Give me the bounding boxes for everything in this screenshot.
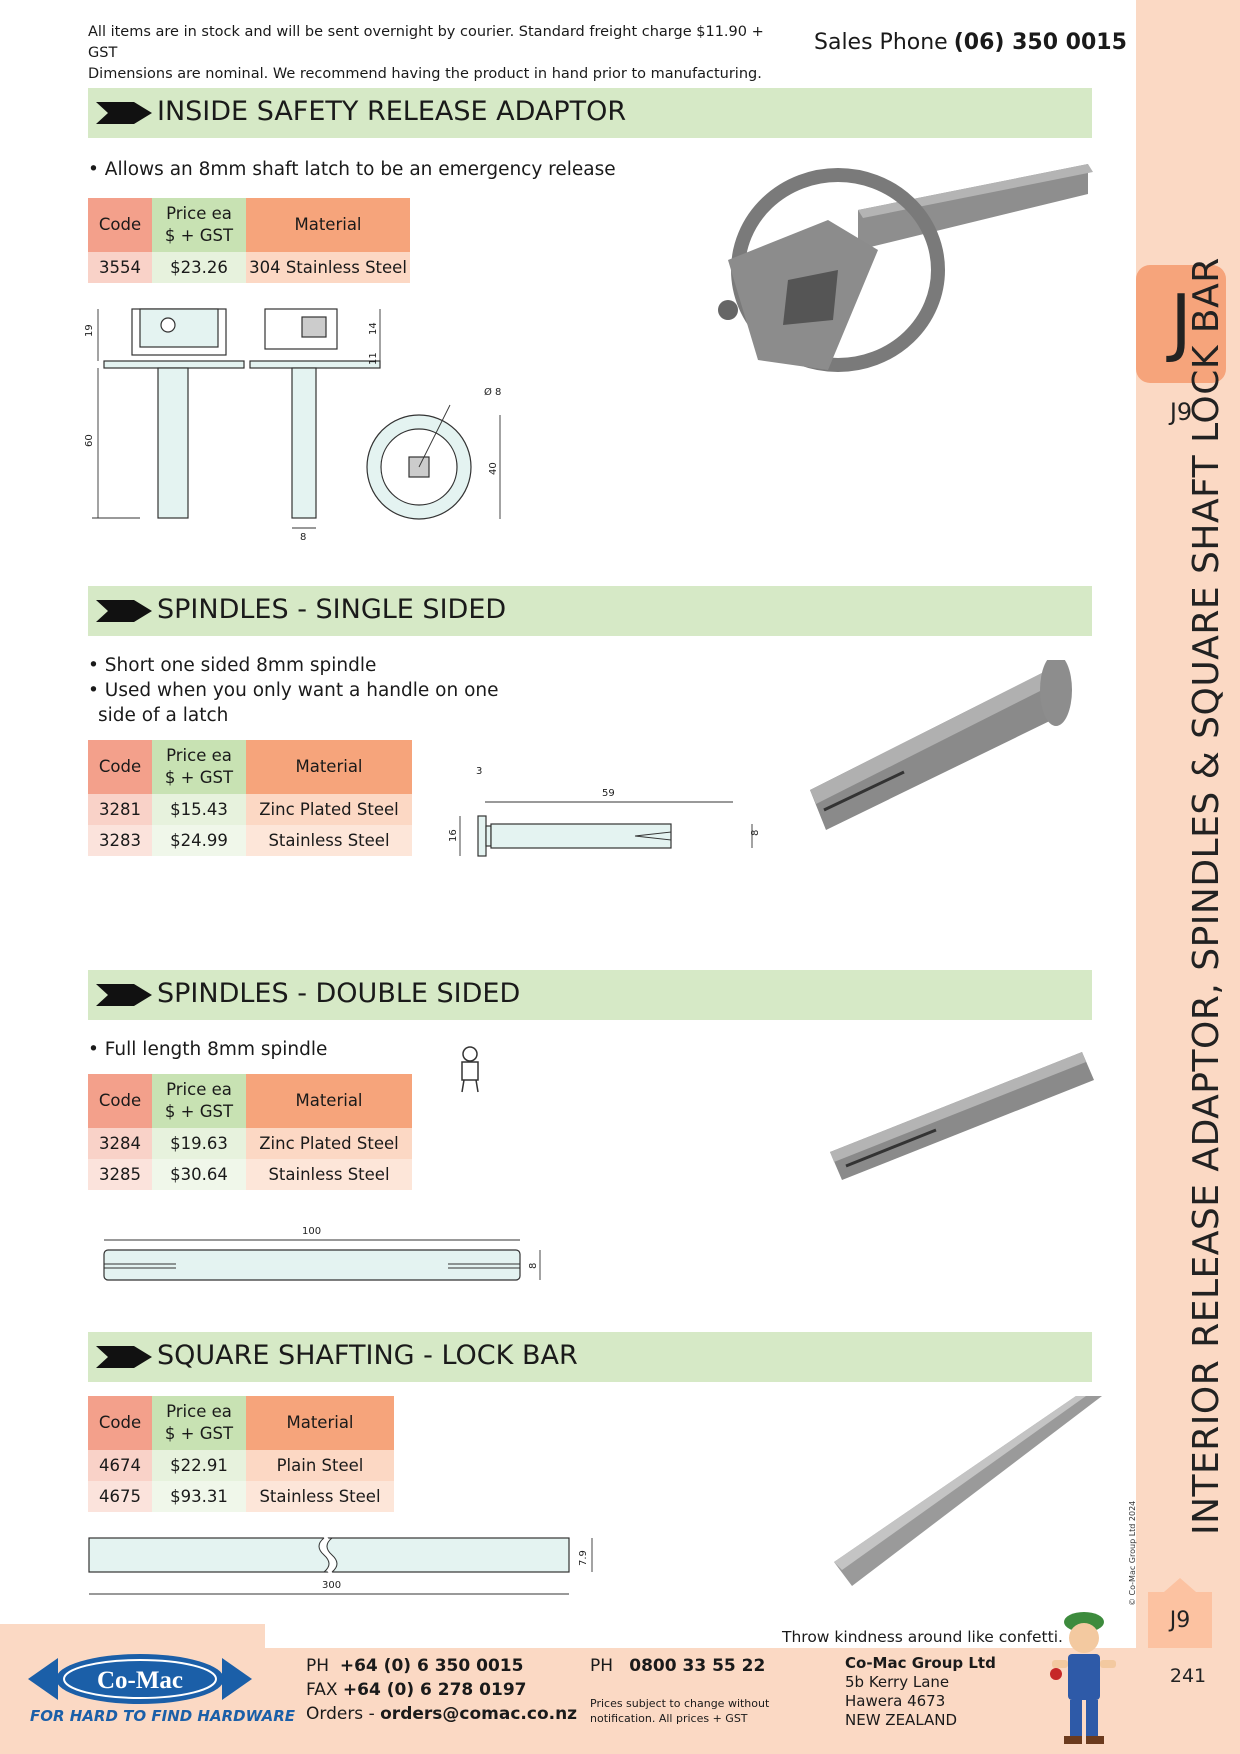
orders-label: Orders - <box>306 1704 375 1724</box>
section-title: SPINDLES - DOUBLE SIDED <box>157 978 521 1009</box>
dimension-diameter: Ø 8 <box>484 387 502 398</box>
kindness-slogan: Throw kindness around like confetti. <box>782 1628 1063 1646</box>
orders-email[interactable]: orders@comac.co.nz <box>380 1704 578 1724</box>
freight-note: All items are in stock and will be sent overnight by courier. Standard freight charge $11.90 + GST <box>88 24 764 61</box>
bullet-list <box>88 1037 327 1062</box>
company-name: Co-Mac Group Ltd <box>845 1654 996 1672</box>
dimension-14: 14 <box>368 322 379 335</box>
double-spindle-drawing <box>94 1218 554 1288</box>
bullet-list <box>88 157 616 182</box>
product-price: $19.63 <box>152 1128 246 1159</box>
sales-phone <box>814 30 1127 55</box>
column-header-material: Material <box>246 198 410 252</box>
product-code: 3281 <box>88 794 152 825</box>
adaptor-technical-drawing <box>80 295 540 555</box>
fax-label: FAX <box>306 1680 338 1700</box>
section-header-single-spindle <box>88 586 1092 636</box>
arrow-bullet-icon <box>96 984 152 1006</box>
mascot-icon <box>1046 1604 1122 1750</box>
price-disclaimer: Prices subject to change without notification. All prices + GST <box>590 1697 770 1725</box>
page-number: 241 <box>1169 1665 1207 1687</box>
dimension-40: 40 <box>488 462 499 475</box>
section-title: INSIDE SAFETY RELEASE ADAPTOR <box>157 96 627 127</box>
product-code: 3284 <box>88 1128 152 1159</box>
adaptor-photo <box>708 160 1102 416</box>
dimension-3: 3 <box>476 766 483 777</box>
arrow-bullet-icon <box>96 102 152 124</box>
product-material: Stainless Steel <box>246 1481 394 1512</box>
double-spindle-photo <box>826 1044 1100 1190</box>
column-header-code: Code <box>88 1074 152 1128</box>
column-header-code: Code <box>88 198 152 252</box>
product-code: 3554 <box>88 252 152 283</box>
fax-number[interactable]: +64 (0) 6 278 0197 <box>342 1680 527 1700</box>
table-row[interactable] <box>88 1481 394 1512</box>
sales-phone-number[interactable]: (06) 350 0015 <box>953 30 1127 55</box>
arrow-bullet-icon <box>96 1346 152 1368</box>
table-row[interactable] <box>88 794 412 825</box>
bullet-item: • Allows an 8mm shaft latch to be an emergency release <box>88 159 616 180</box>
phone-label: PH <box>306 1656 330 1676</box>
product-price: $22.91 <box>152 1450 246 1481</box>
column-header-price: Price ea $ + GST <box>152 740 246 794</box>
dimension-19: 19 <box>84 324 95 337</box>
table-row[interactable] <box>88 1128 412 1159</box>
dimension-8: 8 <box>300 532 307 543</box>
dimension-300: 300 <box>322 1580 342 1591</box>
dimension-60: 60 <box>84 434 95 447</box>
product-material: Zinc Plated Steel <box>246 1128 412 1159</box>
table-row[interactable] <box>88 825 412 856</box>
product-code: 3283 <box>88 825 152 856</box>
company-address: Co-Mac Group Ltd 5b Kerry Lane Hawera 4673 NEW ZEALAND <box>845 1654 996 1729</box>
column-header-code: Code <box>88 1396 152 1450</box>
product-material: Plain Steel <box>246 1450 394 1481</box>
column-header-price: Price ea $ + GST <box>152 198 246 252</box>
column-header-price: Price ea $ + GST <box>152 1074 246 1128</box>
section-header-double-spindle <box>88 970 1092 1020</box>
comac-logo[interactable] <box>28 1650 252 1708</box>
column-header-material: Material <box>246 740 412 794</box>
price-table-release-adaptor <box>88 198 410 283</box>
contact-block <box>306 1654 577 1726</box>
single-spindle-photo <box>804 660 1104 840</box>
bullet-item: • Short one sided 8mm spindle <box>88 655 377 676</box>
column-header-material: Material <box>246 1396 394 1450</box>
section-title: SQUARE SHAFTING - LOCK BAR <box>157 1340 578 1371</box>
logo-text: Co-Mac <box>96 1667 184 1694</box>
product-code: 4674 <box>88 1450 152 1481</box>
table-row[interactable] <box>88 1159 412 1190</box>
single-spindle-drawing <box>440 762 770 878</box>
section-code-top: J9 <box>1169 398 1193 426</box>
mascot-small-icon <box>452 1044 488 1094</box>
bullet-item: • Used when you only want a handle on one <box>88 680 499 701</box>
product-code: 3285 <box>88 1159 152 1190</box>
dimensions-note: Dimensions are nominal. We recommend having the product in hand prior to manufacturing. <box>88 66 762 82</box>
column-header-material: Material <box>246 1074 412 1128</box>
product-price: $23.26 <box>152 252 246 283</box>
freephone-number[interactable]: 0800 33 55 22 <box>629 1656 766 1676</box>
arrow-bullet-icon <box>96 600 152 622</box>
table-row[interactable] <box>88 252 410 283</box>
product-price: $30.64 <box>152 1159 246 1190</box>
freephone-block <box>590 1654 765 1678</box>
bullet-list <box>88 653 499 728</box>
section-header-lock-bar <box>88 1332 1092 1382</box>
vertical-page-title: INTERIOR RELEASE ADAPTOR, SPINDLES & SQUARE SHAFT LOCK BAR <box>1186 257 1227 1535</box>
phone-number[interactable]: +64 (0) 6 350 0015 <box>339 1656 524 1676</box>
product-price: $93.31 <box>152 1481 246 1512</box>
product-material: Stainless Steel <box>246 825 412 856</box>
table-row[interactable] <box>88 1450 394 1481</box>
section-header-release-adaptor <box>88 88 1092 138</box>
product-material: 304 Stainless Steel <box>246 252 410 283</box>
copyright-note: © Co-Mac Group Ltd 2024 <box>1128 1500 1137 1606</box>
product-code: 4675 <box>88 1481 152 1512</box>
column-header-code: Code <box>88 740 152 794</box>
dimension-7-9: 7.9 <box>578 1550 589 1566</box>
freephone-label: PH <box>590 1656 614 1676</box>
price-table-single-spindle <box>88 740 412 856</box>
dimension-59: 59 <box>602 788 615 799</box>
product-price: $15.43 <box>152 794 246 825</box>
product-material: Stainless Steel <box>246 1159 412 1190</box>
section-tab-letter: J <box>1170 279 1192 365</box>
top-notes <box>88 22 788 85</box>
dimension-11: 11 <box>368 352 379 365</box>
dimension-16: 16 <box>448 829 459 842</box>
lock-bar-photo <box>830 1394 1106 1590</box>
column-header-price: Price ea $ + GST <box>152 1396 246 1450</box>
sales-phone-label: Sales Phone <box>814 30 948 55</box>
section-code-bottom: J9 <box>1169 1608 1191 1633</box>
dimension-100: 100 <box>302 1226 322 1237</box>
bullet-item: • Full length 8mm spindle <box>88 1039 328 1060</box>
logo-tagline: FOR HARD TO FIND HARDWARE <box>30 1707 295 1725</box>
lock-bar-drawing <box>86 1526 606 1600</box>
product-material: Zinc Plated Steel <box>246 794 412 825</box>
price-table-double-spindle <box>88 1074 412 1190</box>
dimension-8: 8 <box>750 829 761 836</box>
product-price: $24.99 <box>152 825 246 856</box>
section-title: SPINDLES - SINGLE SIDED <box>157 594 507 625</box>
price-table-lock-bar <box>88 1396 394 1512</box>
bottom-tab-arrow-icon <box>1164 1578 1196 1592</box>
bullet-item: side of a latch <box>98 705 229 726</box>
dimension-8: 8 <box>528 1262 539 1269</box>
